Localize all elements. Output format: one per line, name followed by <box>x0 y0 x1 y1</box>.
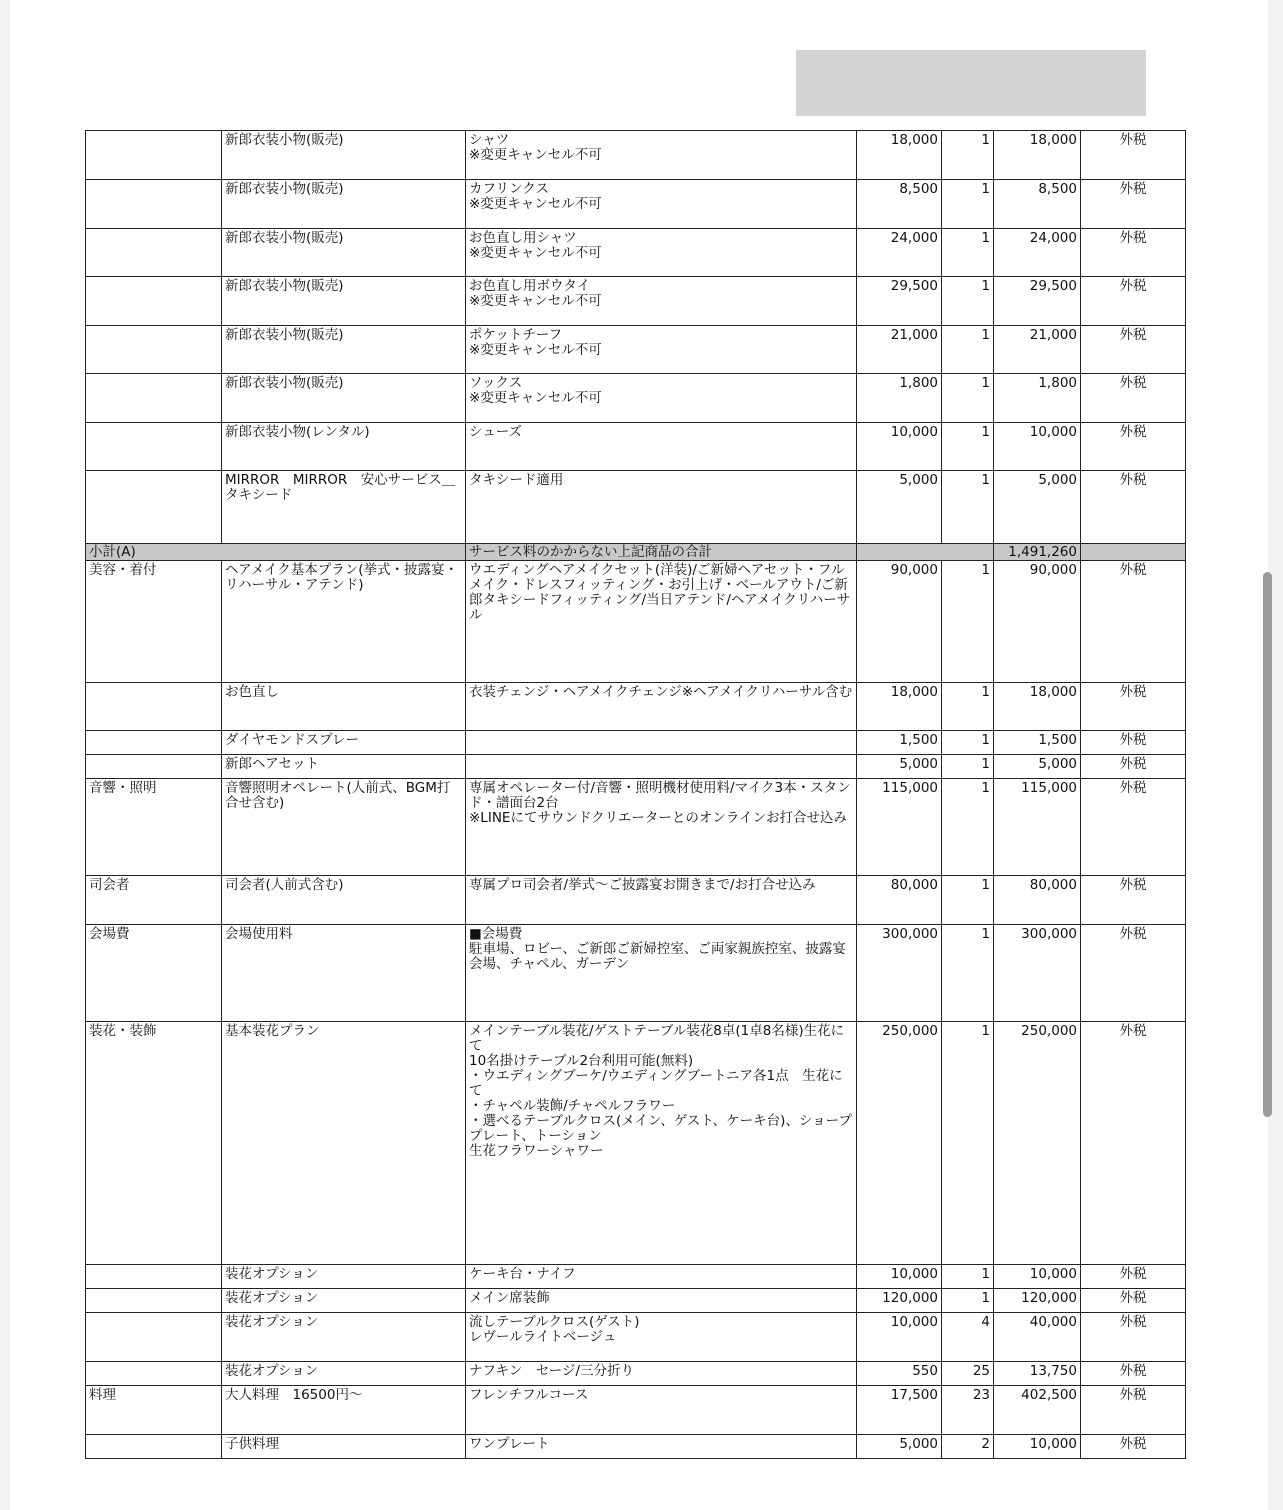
quantity-cell: 1 <box>942 755 994 779</box>
quantity-cell: 2 <box>942 1435 994 1459</box>
description-cell: ソックス ※変更キャンセル不可 <box>466 374 857 423</box>
tax-cell: 外税 <box>1081 925 1186 1022</box>
subtotal-label: 小計(A) <box>86 544 466 561</box>
table-row <box>86 755 1186 779</box>
unit-price-cell: 29,500 <box>857 277 942 326</box>
category-cell <box>86 277 222 326</box>
tax-cell: 外税 <box>1081 755 1186 779</box>
unit-price-cell: 5,000 <box>857 1435 942 1459</box>
table-row <box>86 731 1186 755</box>
item-cell: 新郎衣装小物(販売) <box>222 180 466 229</box>
category-cell <box>86 374 222 423</box>
category-cell <box>86 1313 222 1362</box>
tax-cell: 外税 <box>1081 180 1186 229</box>
tax-cell: 外税 <box>1081 374 1186 423</box>
description-cell: 衣装チェンジ・ヘアメイクチェンジ※ヘアメイクリハーサル含む <box>466 683 857 731</box>
unit-price-cell: 8,500 <box>857 180 942 229</box>
category-cell <box>86 131 222 180</box>
quantity-cell: 1 <box>942 131 994 180</box>
category-cell <box>86 1362 222 1386</box>
description-cell: ウエディングヘアメイクセット(洋装)/ご新婦ヘアセット・フルメイク・ドレスフィッティング・お引上げ・ベールアウト/ご新郎タキシードフィッティング/当日アテンド/ヘアメイクリハーサル <box>466 561 857 683</box>
unit-price-cell: 115,000 <box>857 779 942 876</box>
amount-cell: 29,500 <box>994 277 1081 326</box>
table-row <box>86 1289 1186 1313</box>
tax-cell: 外税 <box>1081 1362 1186 1386</box>
description-cell: カフリンクス ※変更キャンセル不可 <box>466 180 857 229</box>
item-cell: 新郎衣装小物(レンタル) <box>222 423 466 471</box>
item-cell: 新郎ヘアセット <box>222 755 466 779</box>
quantity-cell: 1 <box>942 925 994 1022</box>
item-cell: 会場使用料 <box>222 925 466 1022</box>
amount-cell: 250,000 <box>994 1022 1081 1265</box>
category-cell: 装花・装飾 <box>86 1022 222 1265</box>
tax-cell: 外税 <box>1081 423 1186 471</box>
amount-cell: 10,000 <box>994 1435 1081 1459</box>
category-cell: 音響・照明 <box>86 779 222 876</box>
tax-cell: 外税 <box>1081 876 1186 925</box>
tax-cell: 外税 <box>1081 683 1186 731</box>
tax-cell: 外税 <box>1081 277 1186 326</box>
unit-price-cell: 1,500 <box>857 731 942 755</box>
unit-price-cell: 250,000 <box>857 1022 942 1265</box>
category-cell <box>86 423 222 471</box>
description-cell <box>466 755 857 779</box>
item-cell: ヘアメイク基本プラン(挙式・披露宴・リハーサル・アテンド) <box>222 561 466 683</box>
amount-cell: 21,000 <box>994 326 1081 374</box>
unit-price-cell: 80,000 <box>857 876 942 925</box>
unit-price-cell: 5,000 <box>857 755 942 779</box>
item-cell: 新郎衣装小物(販売) <box>222 374 466 423</box>
category-cell <box>86 326 222 374</box>
subtotal-amount: 1,491,260 <box>994 544 1081 561</box>
description-cell: ■会場費 駐車場、ロビー、ご新郎ご新婦控室、ご両家親族控室、披露宴会場、チャペル、ガーデン <box>466 925 857 1022</box>
table-row <box>86 180 1186 229</box>
unit-price-cell: 18,000 <box>857 131 942 180</box>
category-cell <box>86 755 222 779</box>
subtotal-tax-empty <box>1081 544 1186 561</box>
quantity-cell: 1 <box>942 180 994 229</box>
quantity-cell: 1 <box>942 1289 994 1313</box>
tax-cell: 外税 <box>1081 731 1186 755</box>
scrollbar-thumb[interactable] <box>1263 572 1272 1117</box>
amount-cell: 18,000 <box>994 131 1081 180</box>
category-cell <box>86 1435 222 1459</box>
quantity-cell: 1 <box>942 683 994 731</box>
description-cell: メイン席装飾 <box>466 1289 857 1313</box>
item-cell: 装花オプション <box>222 1289 466 1313</box>
table-row <box>86 925 1186 1022</box>
table-row <box>86 1386 1186 1435</box>
tax-cell: 外税 <box>1081 1022 1186 1265</box>
item-cell: 新郎衣装小物(販売) <box>222 229 466 277</box>
redacted-area <box>796 50 1146 116</box>
tax-cell: 外税 <box>1081 131 1186 180</box>
unit-price-cell: 17,500 <box>857 1386 942 1435</box>
amount-cell: 13,750 <box>994 1362 1081 1386</box>
amount-cell: 10,000 <box>994 423 1081 471</box>
item-cell: 司会者(人前式含む) <box>222 876 466 925</box>
tax-cell: 外税 <box>1081 326 1186 374</box>
tax-cell: 外税 <box>1081 471 1186 544</box>
item-cell: お色直し <box>222 683 466 731</box>
quantity-cell: 1 <box>942 374 994 423</box>
description-cell: メインテーブル装花/ゲストテーブル装花8卓(1卓8名様)生花にて 10名掛けテーブル2台利用可能(無料) ・ウエディングブーケ/ウエディングブートニア各1点 生花にて ・チャペル装飾/チャペルフラワー ・選べるテーブルクロス(メイン、ゲスト、ケーキ台)、ショーププレート、トーション 生花フラワーシャワー <box>466 1022 857 1265</box>
category-cell <box>86 180 222 229</box>
amount-cell: 300,000 <box>994 925 1081 1022</box>
quantity-cell: 23 <box>942 1386 994 1435</box>
table-row <box>86 1022 1186 1265</box>
tax-cell: 外税 <box>1081 229 1186 277</box>
tax-cell: 外税 <box>1081 779 1186 876</box>
table-row <box>86 683 1186 731</box>
item-cell: 音響照明オペレート(人前式、BGM打合せ含む) <box>222 779 466 876</box>
category-cell <box>86 1265 222 1289</box>
tax-cell: 外税 <box>1081 561 1186 683</box>
amount-cell: 8,500 <box>994 180 1081 229</box>
subtotal-description: サービス料のかからない上記商品の合計 <box>466 544 857 561</box>
category-cell: 司会者 <box>86 876 222 925</box>
item-cell: 新郎衣装小物(販売) <box>222 131 466 180</box>
unit-price-cell: 10,000 <box>857 423 942 471</box>
item-cell: 大人料理 16500円～ <box>222 1386 466 1435</box>
item-cell: 新郎衣装小物(販売) <box>222 277 466 326</box>
item-cell: 装花オプション <box>222 1313 466 1362</box>
quantity-cell: 1 <box>942 1265 994 1289</box>
description-cell: お色直し用シャツ ※変更キャンセル不可 <box>466 229 857 277</box>
description-cell: ナフキン セージ/三分折り <box>466 1362 857 1386</box>
table-row <box>86 131 1186 180</box>
subtotal-empty <box>857 544 994 561</box>
quantity-cell: 1 <box>942 1022 994 1265</box>
table-row <box>86 277 1186 326</box>
tax-cell: 外税 <box>1081 1289 1186 1313</box>
item-cell: ダイヤモンドスプレー <box>222 731 466 755</box>
description-cell: タキシード適用 <box>466 471 857 544</box>
amount-cell: 80,000 <box>994 876 1081 925</box>
unit-price-cell: 90,000 <box>857 561 942 683</box>
category-cell <box>86 1289 222 1313</box>
description-cell: シャツ ※変更キャンセル不可 <box>466 131 857 180</box>
quantity-cell: 1 <box>942 423 994 471</box>
unit-price-cell: 10,000 <box>857 1313 942 1362</box>
quantity-cell: 1 <box>942 561 994 683</box>
item-cell: 基本装花プラン <box>222 1022 466 1265</box>
unit-price-cell: 10,000 <box>857 1265 942 1289</box>
quantity-cell: 1 <box>942 779 994 876</box>
item-cell: 新郎衣装小物(販売) <box>222 326 466 374</box>
amount-cell: 1,800 <box>994 374 1081 423</box>
table-row <box>86 1265 1186 1289</box>
item-cell: 装花オプション <box>222 1362 466 1386</box>
category-cell <box>86 229 222 277</box>
tax-cell: 外税 <box>1081 1265 1186 1289</box>
description-cell: お色直し用ボウタイ ※変更キャンセル不可 <box>466 277 857 326</box>
table-row <box>86 374 1186 423</box>
amount-cell: 18,000 <box>994 683 1081 731</box>
category-cell: 会場費 <box>86 925 222 1022</box>
table-row <box>86 876 1186 925</box>
description-cell: フレンチフルコース <box>466 1386 857 1435</box>
description-cell: 専属オペレーター付/音響・照明機材使用料/マイク3本・スタンド・譜面台2台 ※LINEにてサウンドクリエーターとのオンラインお打合せ込み <box>466 779 857 876</box>
table-row <box>86 423 1186 471</box>
quantity-cell: 1 <box>942 471 994 544</box>
table-row <box>86 1313 1186 1362</box>
table-row <box>86 1362 1186 1386</box>
amount-cell: 24,000 <box>994 229 1081 277</box>
quantity-cell: 1 <box>942 229 994 277</box>
description-cell: 専属プロ司会者/挙式～ご披露宴お開きまで/お打合せ込み <box>466 876 857 925</box>
category-cell <box>86 731 222 755</box>
table-row <box>86 779 1186 876</box>
item-cell: 装花オプション <box>222 1265 466 1289</box>
quantity-cell: 1 <box>942 731 994 755</box>
amount-cell: 5,000 <box>994 755 1081 779</box>
quantity-cell: 1 <box>942 876 994 925</box>
unit-price-cell: 300,000 <box>857 925 942 1022</box>
amount-cell: 1,500 <box>994 731 1081 755</box>
table-row <box>86 471 1186 544</box>
tax-cell: 外税 <box>1081 1435 1186 1459</box>
amount-cell: 90,000 <box>994 561 1081 683</box>
subtotal-row <box>86 544 1186 561</box>
description-cell: ワンプレート <box>466 1435 857 1459</box>
estimate-table <box>85 130 1186 1459</box>
tax-cell: 外税 <box>1081 1313 1186 1362</box>
table-row <box>86 229 1186 277</box>
unit-price-cell: 550 <box>857 1362 942 1386</box>
description-cell: ケーキ台・ナイフ <box>466 1265 857 1289</box>
quantity-cell: 25 <box>942 1362 994 1386</box>
unit-price-cell: 18,000 <box>857 683 942 731</box>
category-cell <box>86 683 222 731</box>
description-cell <box>466 731 857 755</box>
tax-cell: 外税 <box>1081 1386 1186 1435</box>
description-cell: シューズ <box>466 423 857 471</box>
table-row <box>86 561 1186 683</box>
item-cell: 子供料理 <box>222 1435 466 1459</box>
category-cell <box>86 471 222 544</box>
amount-cell: 40,000 <box>994 1313 1081 1362</box>
category-cell: 美容・着付 <box>86 561 222 683</box>
category-cell: 料理 <box>86 1386 222 1435</box>
amount-cell: 5,000 <box>994 471 1081 544</box>
table-row <box>86 326 1186 374</box>
unit-price-cell: 21,000 <box>857 326 942 374</box>
amount-cell: 120,000 <box>994 1289 1081 1313</box>
unit-price-cell: 24,000 <box>857 229 942 277</box>
quantity-cell: 1 <box>942 326 994 374</box>
amount-cell: 402,500 <box>994 1386 1081 1435</box>
description-cell: 流しテーブルクロス(ゲスト) レヴールライトベージュ <box>466 1313 857 1362</box>
item-cell: MIRROR MIRROR 安心サービス＿タキシード <box>222 471 466 544</box>
unit-price-cell: 5,000 <box>857 471 942 544</box>
quantity-cell: 1 <box>942 277 994 326</box>
description-cell: ポケットチーフ ※変更キャンセル不可 <box>466 326 857 374</box>
amount-cell: 10,000 <box>994 1265 1081 1289</box>
table-row <box>86 1435 1186 1459</box>
unit-price-cell: 1,800 <box>857 374 942 423</box>
amount-cell: 115,000 <box>994 779 1081 876</box>
quantity-cell: 4 <box>942 1313 994 1362</box>
unit-price-cell: 120,000 <box>857 1289 942 1313</box>
